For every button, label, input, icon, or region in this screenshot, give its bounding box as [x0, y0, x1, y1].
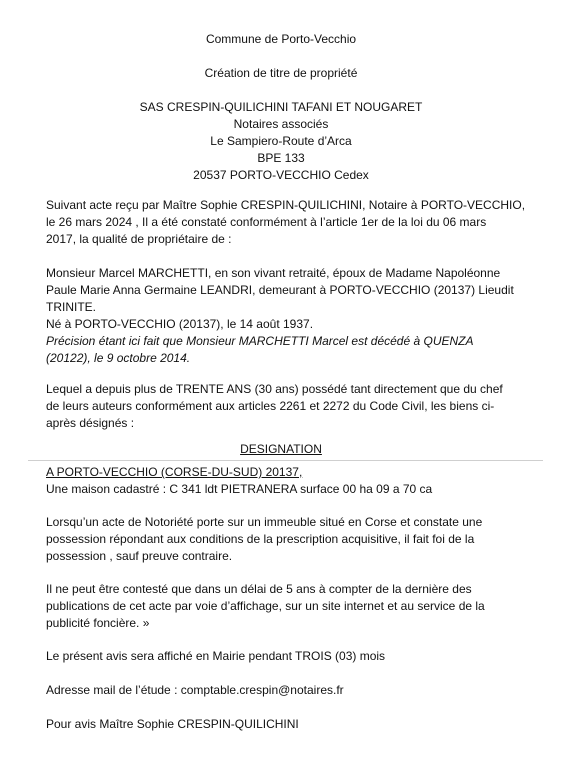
- contest-line: publications de cet acte par voie d’affichage, sur un site internet et au service de la: [46, 599, 485, 613]
- property-description: Une maison cadastré : C 341 ldt PIETRANERA surface 00 ha 09 a 70 ca: [46, 482, 433, 496]
- posting-notice: Le présent avis sera affiché en Mairie pendant TROIS (03) mois: [46, 649, 386, 663]
- owner-line: Né à PORTO-VECCHIO (20137), le 14 août 1937.: [46, 317, 314, 331]
- property-location: A PORTO-VECCHIO (CORSE-DU-SUD) 20137,: [46, 465, 303, 479]
- contact-email: Adresse mail de l’étude : comptable.crespin@notaires.fr: [46, 683, 344, 697]
- owner-line: Monsieur Marcel MARCHETTI, en son vivant retraité, époux de Madame Napoléonne: [46, 266, 501, 280]
- intro-line: le 26 mars 2024 , Il a été constaté conformément à l’article 1er de la loi du 06 mars: [46, 215, 487, 229]
- intro-line: Suivant acte reçu par Maître Sophie CRESPIN-QUILICHINI, Notaire à PORTO-VECCHIO,: [46, 198, 526, 212]
- designation-heading: DESIGNATION: [240, 442, 322, 456]
- signature-line: Pour avis Maître Sophie CRESPIN-QUILICHINI: [46, 717, 299, 731]
- possession-line: après désignés :: [46, 416, 135, 430]
- notary-street: Le Sampiero-Route d’Arca: [210, 134, 352, 148]
- owner-line: Paule Marie Anna Germaine LEANDRI, demeurant à PORTO-VECCHIO (20137) Lieudit: [46, 283, 514, 297]
- notoriety-line: possession répondant aux conditions de la prescription acquisitive, il fait foi de la: [46, 532, 475, 546]
- notary-firm: SAS CRESPIN-QUILICHINI TAFANI ET NOUGARET: [139, 100, 423, 114]
- notary-city: 20537 PORTO-VECCHIO Cedex: [193, 168, 369, 182]
- contest-line: Il ne peut être contesté que dans un délai de 5 ans à compter de la dernière des: [46, 582, 472, 596]
- section-divider: [28, 460, 543, 462]
- owner-line: TRINITE.: [46, 300, 96, 314]
- notoriety-line: possession , sauf preuve contraire.: [46, 549, 233, 563]
- notary-role: Notaires associés: [233, 117, 329, 131]
- commune-title: Commune de Porto-Vecchio: [205, 32, 357, 46]
- possession-line: Lequel a depuis plus de TRENTE ANS (30 ans) possédé tant directement que du chef: [46, 382, 503, 396]
- notice-subject: Création de titre de propriété: [204, 66, 358, 80]
- notary-po-box: BPE 133: [257, 151, 305, 165]
- precision-line: (20122), le 9 octobre 2014.: [46, 351, 191, 365]
- precision-line: Précision étant ici fait que Monsieur MARCHETTI Marcel est décédé à QUENZA: [46, 334, 474, 348]
- possession-line: de leurs auteurs conformément aux articles 2261 et 2272 du Code Civil, les biens ci-: [46, 399, 495, 413]
- contest-line: publicité foncière. »: [46, 616, 150, 630]
- notoriety-line: Lorsqu’un acte de Notoriété porte sur un immeuble situé en Corse et constate une: [46, 515, 483, 529]
- intro-line: 2017, la qualité de propriétaire de :: [46, 232, 232, 246]
